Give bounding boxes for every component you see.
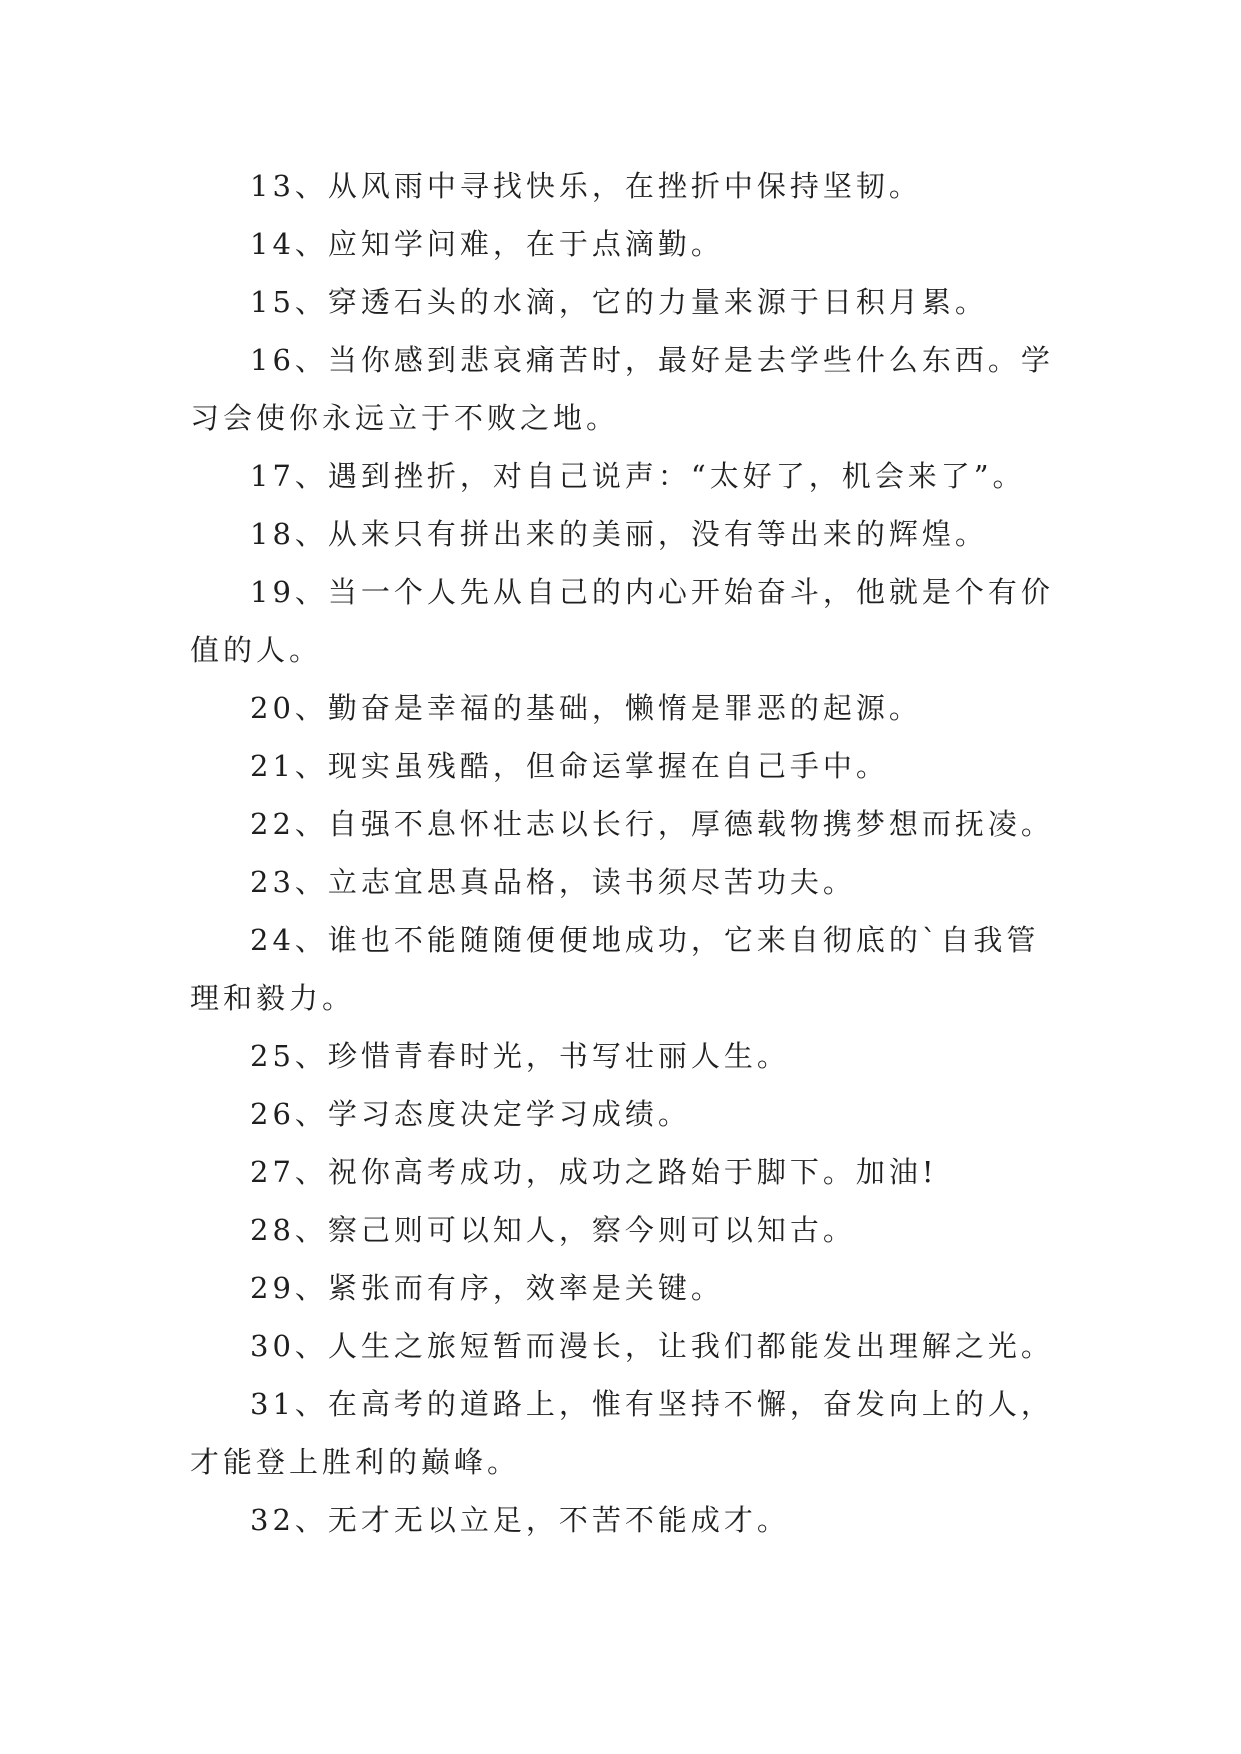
list-item-line: 13、从风雨中寻找快乐，在挫折中保持坚韧。 <box>250 169 922 203</box>
list-item-line: 22、自强不息怀壮志以长行，厚德载物携梦想而抚凌。 <box>250 807 1054 841</box>
list-item-line: 29、紧张而有序，效率是关键。 <box>250 1271 724 1305</box>
list-item-line: 16、当你感到悲哀痛苦时，最好是去学些什么东西。学 <box>250 343 1054 377</box>
list-item <box>190 1201 1070 1259</box>
list-item-line-continuation: 习会使你永远立于不败之地。 <box>190 401 620 435</box>
list-item-line: 32、无才无以立足，不苦不能成才。 <box>250 1503 790 1537</box>
list-item-line-continuation: 理和毅力。 <box>190 981 356 1015</box>
list-item <box>190 215 1070 273</box>
list-item <box>190 1027 1070 1085</box>
list-item-line: 19、当一个人先从自己的内心开始奋斗，他就是个有价 <box>250 575 1054 609</box>
list-item <box>190 331 1070 447</box>
list-item-line: 21、现实虽残酷，但命运掌握在自己手中。 <box>250 749 889 783</box>
list-item-line: 25、珍惜青春时光，书写壮丽人生。 <box>250 1039 790 1073</box>
list-item <box>190 447 1070 505</box>
list-item <box>190 1143 1070 1201</box>
list-item-line-continuation: 才能登上胜利的巅峰。 <box>190 1445 521 1479</box>
list-item <box>190 273 1070 331</box>
list-item-line: 20、勤奋是幸福的基础，懒惰是罪恶的起源。 <box>250 691 922 725</box>
list-item <box>190 853 1070 911</box>
list-item <box>190 1317 1070 1375</box>
list-item-line: 14、应知学问难，在于点滴勤。 <box>250 227 724 261</box>
list-item <box>190 737 1070 795</box>
list-item-line: 24、谁也不能随随便便地成功，它来自彻底的`自我管 <box>250 923 1040 957</box>
list-item <box>190 505 1070 563</box>
list-item <box>190 1375 1070 1491</box>
list-item-line: 15、穿透石头的水滴，它的力量来源于日积月累。 <box>250 285 988 319</box>
list-item-line: 27、祝你高考成功，成功之路始于脚下。加油! <box>250 1155 938 1189</box>
list-item <box>190 1085 1070 1143</box>
list-item-line: 17、遇到挫折，对自己说声：“太好了，机会来了”。 <box>250 459 1026 493</box>
list-item-line: 18、从来只有拼出来的美丽，没有等出来的辉煌。 <box>250 517 988 551</box>
list-item-line: 26、学习态度决定学习成绩。 <box>250 1097 691 1131</box>
list-item-line: 23、立志宜思真品格，读书须尽苦功夫。 <box>250 865 856 899</box>
list-item-line: 28、察己则可以知人，察今则可以知古。 <box>250 1213 856 1247</box>
list-item-line: 31、在高考的道路上，惟有坚持不懈，奋发向上的人， <box>250 1387 1054 1421</box>
list-item <box>190 911 1070 1027</box>
list-item-line-continuation: 值的人。 <box>190 633 323 667</box>
document-body <box>190 157 1070 1549</box>
list-item <box>190 1259 1070 1317</box>
list-item <box>190 157 1070 215</box>
list-item <box>190 795 1070 853</box>
list-item <box>190 1491 1070 1549</box>
list-item <box>190 563 1070 679</box>
list-item <box>190 679 1070 737</box>
list-item-line: 30、人生之旅短暂而漫长，让我们都能发出理解之光。 <box>250 1329 1054 1363</box>
